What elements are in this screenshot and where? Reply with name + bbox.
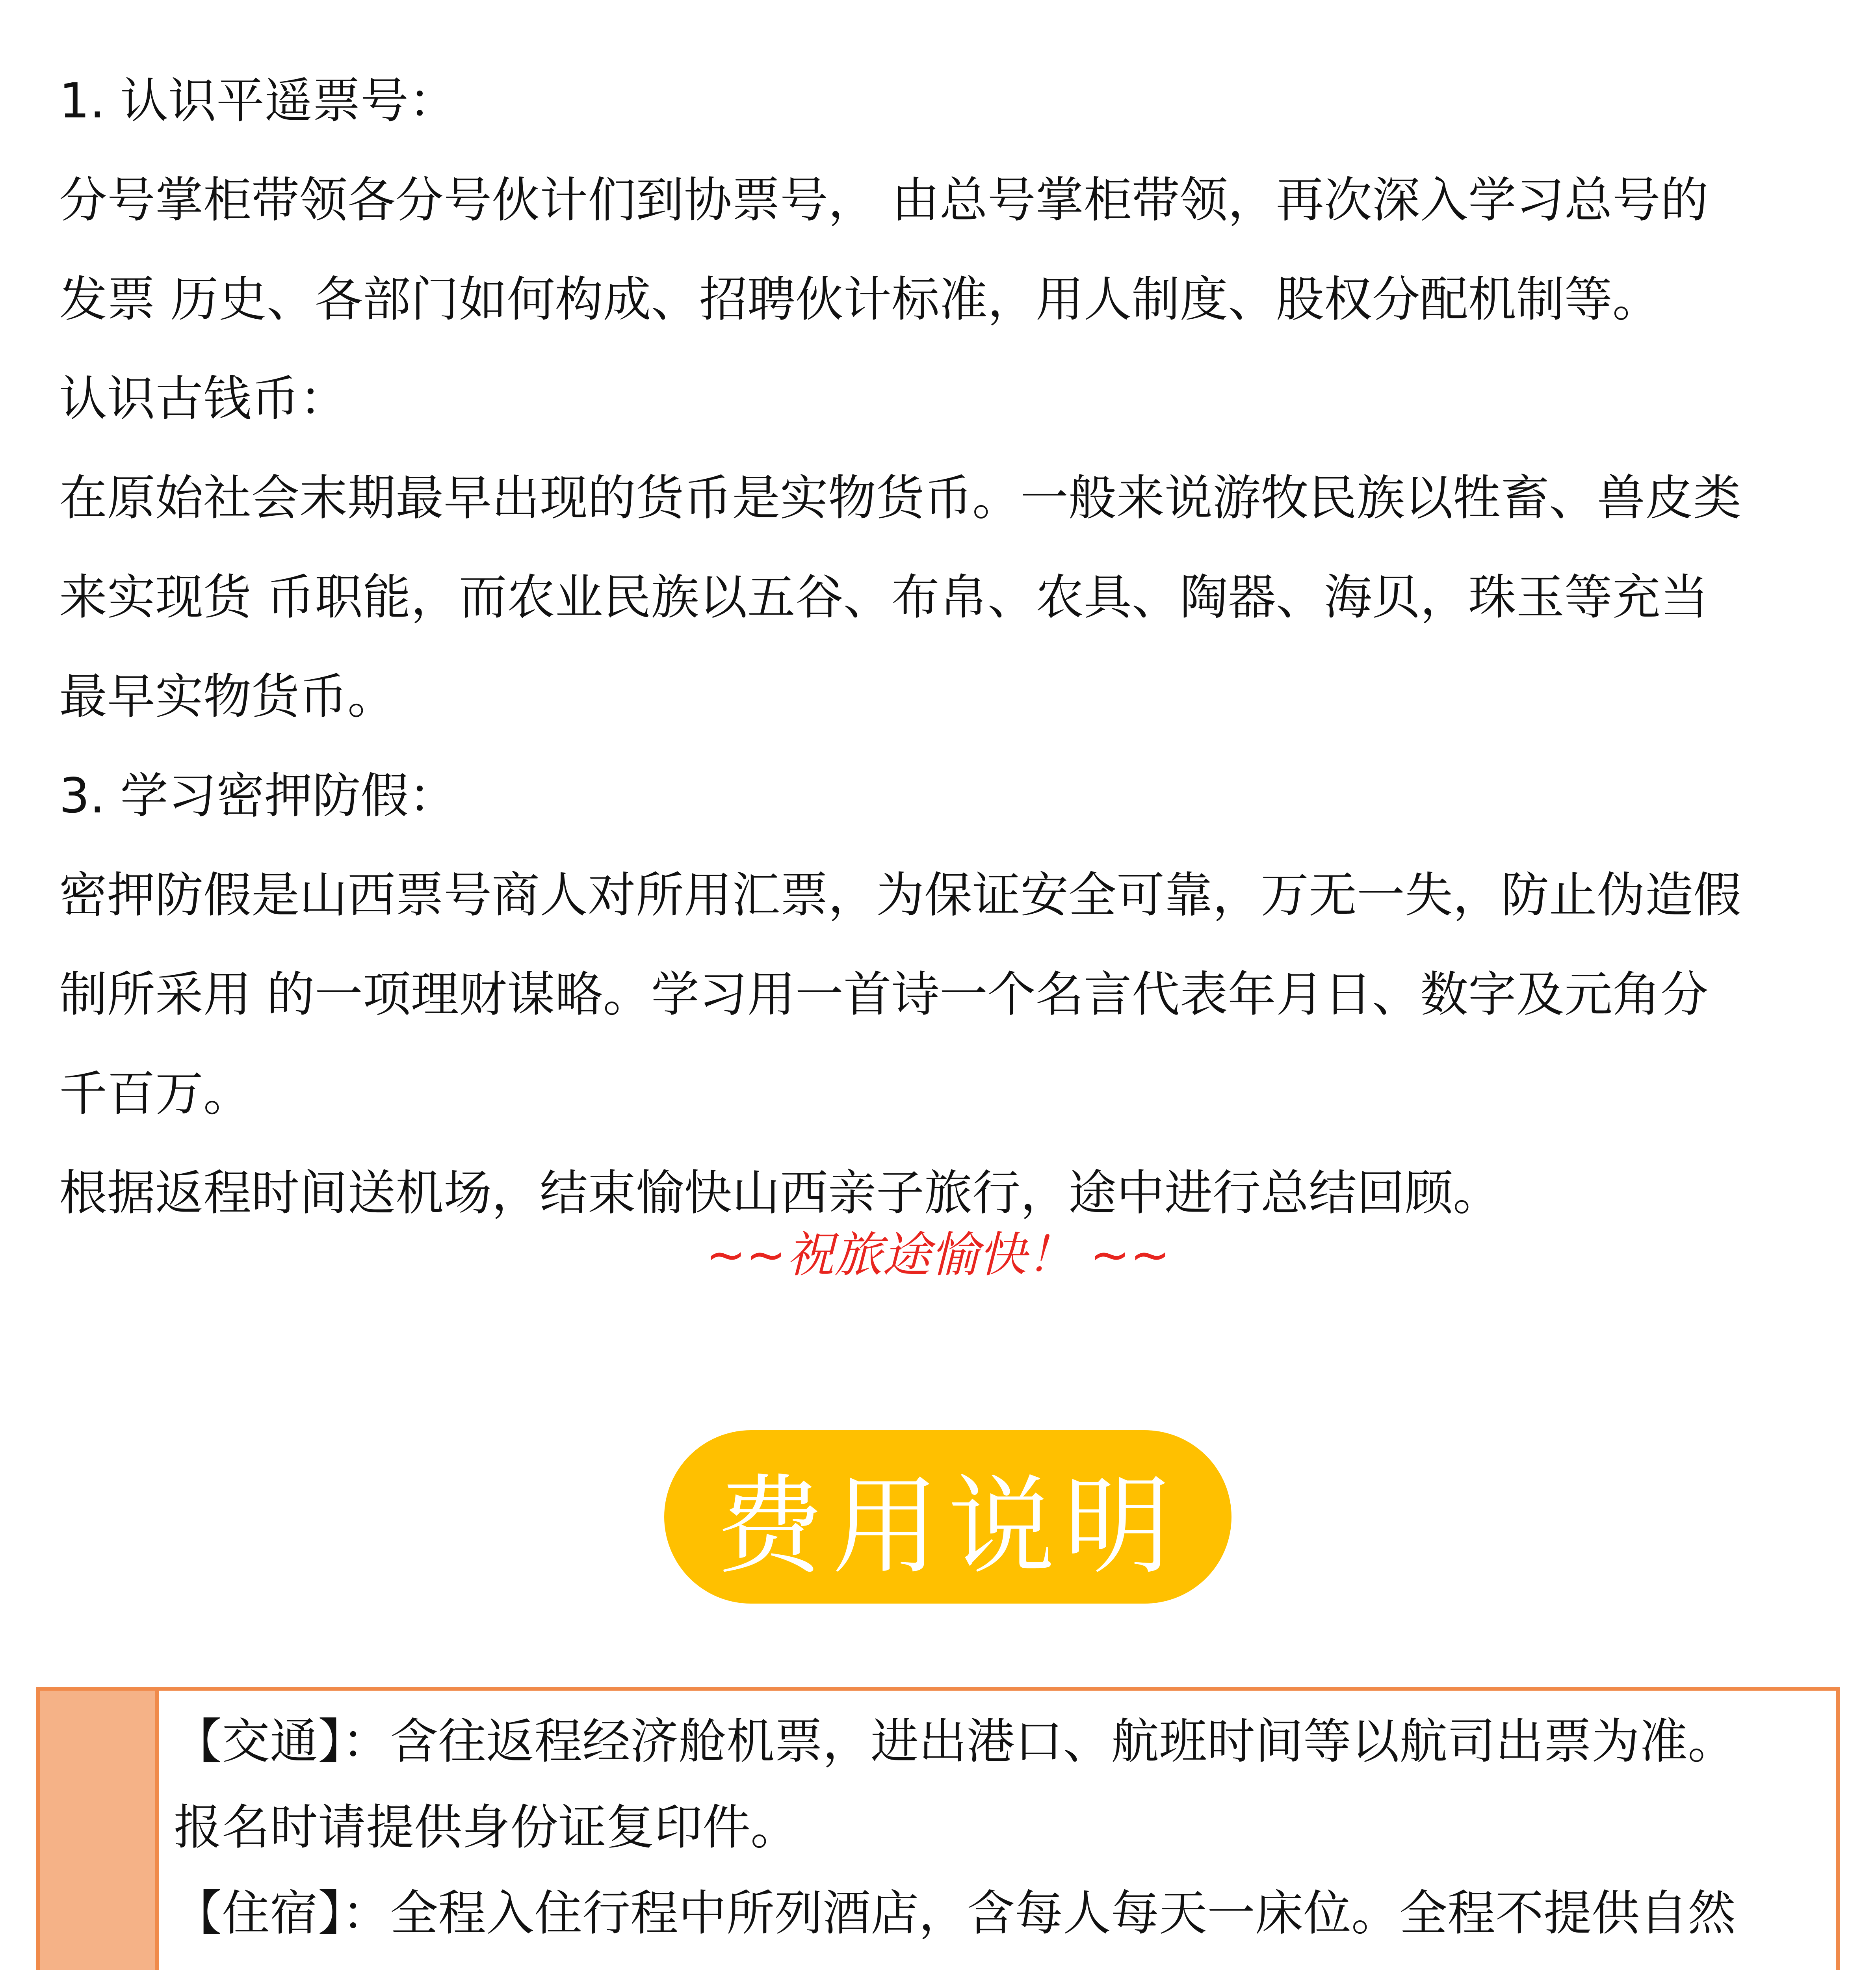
itinerary-line: 3. 学习密押防假： [59, 768, 457, 824]
fee-included-content [159, 1691, 1836, 1970]
itinerary-line: 千百万。 [59, 1066, 251, 1122]
itinerary-line: 发票 历史、各部门如何构成、招聘伙计标准，用人制度、股权分配机制等。 [59, 271, 1661, 327]
section-title: 费用说明 [716, 1464, 1179, 1589]
itinerary-line: 来实现货 币职能，而农业民族以五谷、布帛、农具、陶器、海贝，珠玉等充当 [59, 569, 1709, 625]
itinerary-line: 制所采用 的一项理财谋略。学习用一首诗一个名言代表年月日、数字及元角分 [59, 966, 1709, 1022]
fee-included-label [40, 1691, 159, 1970]
fee-line [174, 1956, 1836, 1970]
fee-included-table [36, 1687, 1840, 1970]
fee-line: 【交通】：含往返程经济舱机票，进出港口、航班时间等以航司出票为准。 [174, 1714, 1736, 1769]
itinerary-text-block [59, 51, 1832, 1243]
itinerary-line: 最早实物货币。 [59, 669, 396, 725]
itinerary-line: 认识古钱币： [59, 371, 347, 427]
itinerary-line: 根据返程时间送机场，结束愉快山西亲子旅行，途中进行总结回顾。 [59, 1165, 1501, 1221]
fee-line: 【住宿】：全程入住行程中所列酒店，含每人每天一床位。全程不提供自然 [174, 1885, 1736, 1941]
itinerary-line: 密押防假是山西票号商人对所用汇票，为保证安全可靠，万无一失，防止伪造假 [59, 867, 1741, 923]
section-title-pill [664, 1430, 1231, 1604]
itinerary-line: 在原始社会末期最早出现的货币是实物货币。一般来说游牧民族以牲畜、兽皮类 [59, 470, 1741, 526]
fee-line: 报名时请提供身份证复印件。 [174, 1799, 799, 1855]
travel-wish-text: ~~祝旅途愉快！ ~~ [706, 1227, 1170, 1283]
itinerary-line: 1. 认识平遥票号： [59, 73, 457, 129]
itinerary-line: 分号掌柜带领各分号伙计们到协票号， 由总号掌柜带领，再次深入学习总号的 [59, 172, 1709, 228]
